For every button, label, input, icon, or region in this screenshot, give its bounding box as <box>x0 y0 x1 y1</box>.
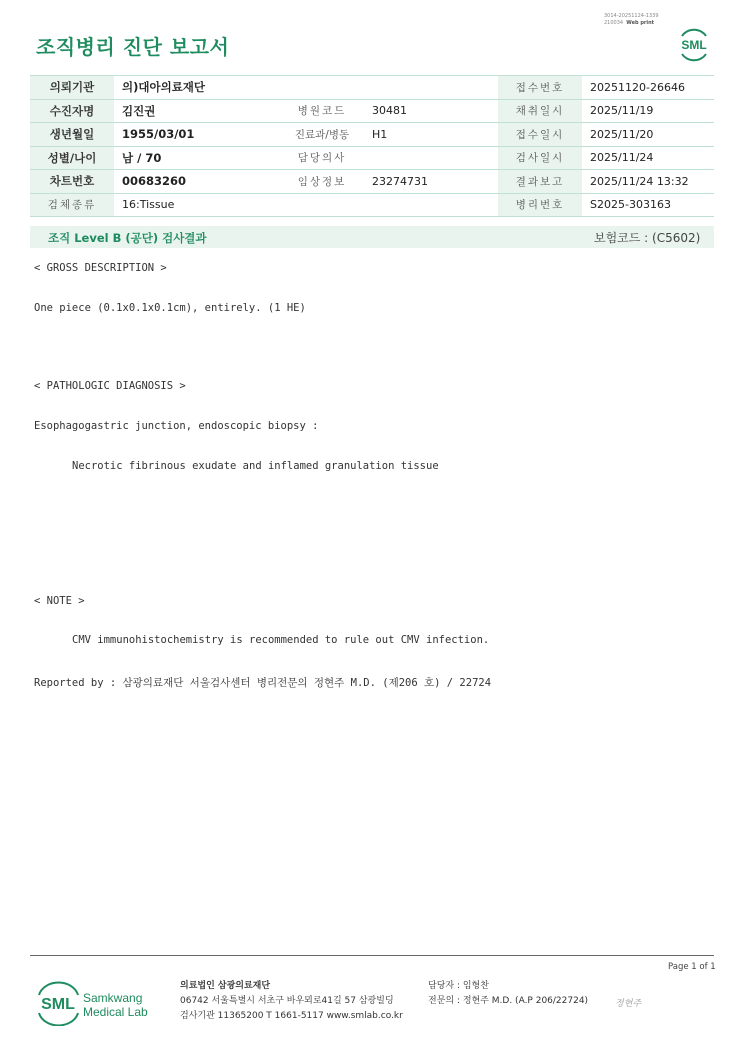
samkwang-logo-name-1: Samkwang <box>83 991 143 1005</box>
page-number: Page 1 of 1 <box>668 962 716 972</box>
document-code-line1: 3014-20251124-1339 <box>604 13 659 19</box>
reported-by: Reported by : 삼광의료재단 서울검사센터 병리전문의 정현주 M.D. (제206 호) / 22724 <box>34 677 492 689</box>
label-requesting-institution: 의뢰기관 <box>30 76 114 100</box>
label-result-report: 결과보고 <box>498 170 582 194</box>
samkwang-logo-name-2: Medical Lab <box>83 1005 148 1019</box>
page-title: 조직병리 진단 보고서 <box>36 35 230 59</box>
pathologic-diagnosis-header: < PATHOLOGIC DIAGNOSIS > <box>34 380 186 392</box>
organization-name: 의료법인 삼광의료재단 <box>180 981 271 991</box>
value-birth-date: 1955/03/01 <box>114 123 280 147</box>
insurance-code: 보험코드 : (C5602) <box>594 231 701 245</box>
sml-logo-text: SML <box>681 38 707 52</box>
label-receipt-date: 접수일시 <box>498 123 582 147</box>
staff-info <box>428 979 588 1009</box>
patient-info-table <box>30 75 714 217</box>
table-row <box>30 146 714 170</box>
organization-contact: 검사기관 11365200 T 1661-5117 www.smlab.co.kr <box>180 1011 403 1021</box>
table-row <box>30 170 714 194</box>
note-header: < NOTE > <box>34 595 85 607</box>
value-receipt-date: 2025/11/20 <box>582 123 714 147</box>
label-birth-date: 생년월일 <box>30 123 114 147</box>
gross-description-text: One piece (0.1x0.1x0.1cm), entirely. (1 HE) <box>34 302 306 314</box>
label-chart-number: 차트번호 <box>30 170 114 194</box>
value-department-ward: H1 <box>364 123 498 147</box>
label-receipt-number: 접수번호 <box>498 76 582 100</box>
web-print-label: Web print <box>626 20 655 26</box>
gross-description-header: < GROSS DESCRIPTION > <box>34 262 167 274</box>
label-hospital-code: 병원코드 <box>280 99 364 123</box>
table-row <box>30 76 714 100</box>
samkwang-logo-icon <box>36 980 156 1026</box>
table-row <box>30 193 714 217</box>
value-hospital-code: 30481 <box>364 99 498 123</box>
diagnosis-text: Necrotic fibrinous exudate and inflamed granulation tissue <box>72 460 439 472</box>
value-attending-doctor <box>364 146 498 170</box>
label-specimen-type: 검체종류 <box>30 193 114 217</box>
organization-info <box>180 979 403 1024</box>
value-receipt-number: 20251120-26646 <box>582 76 714 100</box>
table-row <box>30 99 714 123</box>
value-result-report: 2025/11/24 13:32 <box>582 170 714 194</box>
value-specimen-type: 16:Tissue <box>114 193 280 217</box>
specialist-signature: 정현주 <box>615 999 642 1009</box>
label-patient-name: 수진자명 <box>30 99 114 123</box>
staff-in-charge: 담당자 : 임형찬 <box>428 981 489 991</box>
sml-logo-icon <box>676 26 712 64</box>
label-sex-age: 성별/나이 <box>30 146 114 170</box>
value-chart-number: 00683260 <box>114 170 280 194</box>
label-collection-date: 채취일시 <box>498 99 582 123</box>
note-text: CMV immunohistochemistry is recommended to rule out CMV infection. <box>72 634 490 646</box>
result-section-title: 조직 Level B (공단) 검사결과 <box>48 231 207 245</box>
document-code <box>604 13 659 27</box>
samkwang-logo-mark: SML <box>41 996 75 1013</box>
footer-divider <box>30 955 714 956</box>
value-pathology-number: S2025-303163 <box>582 193 714 217</box>
label-attending-doctor: 담당의사 <box>280 146 364 170</box>
value-sex-age: 남 / 70 <box>114 146 280 170</box>
value-test-date: 2025/11/24 <box>582 146 714 170</box>
organization-address: 06742 서울특별시 서초구 바우뫼로41길 57 삼광빌딩 <box>180 996 394 1006</box>
label-test-date: 검사일시 <box>498 146 582 170</box>
label-clinical-info: 임상정보 <box>280 170 364 194</box>
value-patient-name: 김진권 <box>114 99 280 123</box>
value-clinical-info: 23274731 <box>364 170 498 194</box>
value-collection-date: 2025/11/19 <box>582 99 714 123</box>
label-pathology-number: 병리번호 <box>498 193 582 217</box>
table-row <box>30 123 714 147</box>
diagnosis-site: Esophagogastric junction, endoscopic biopsy : <box>34 420 319 432</box>
value-requesting-institution: 의)대아의료재단 <box>114 76 280 100</box>
document-code-line2: 210034 <box>604 20 624 26</box>
specialist-info: 전문의 : 정현주 M.D. (A.P 206/22724) <box>428 996 589 1006</box>
label-department-ward: 진료과/병동 <box>280 123 364 147</box>
